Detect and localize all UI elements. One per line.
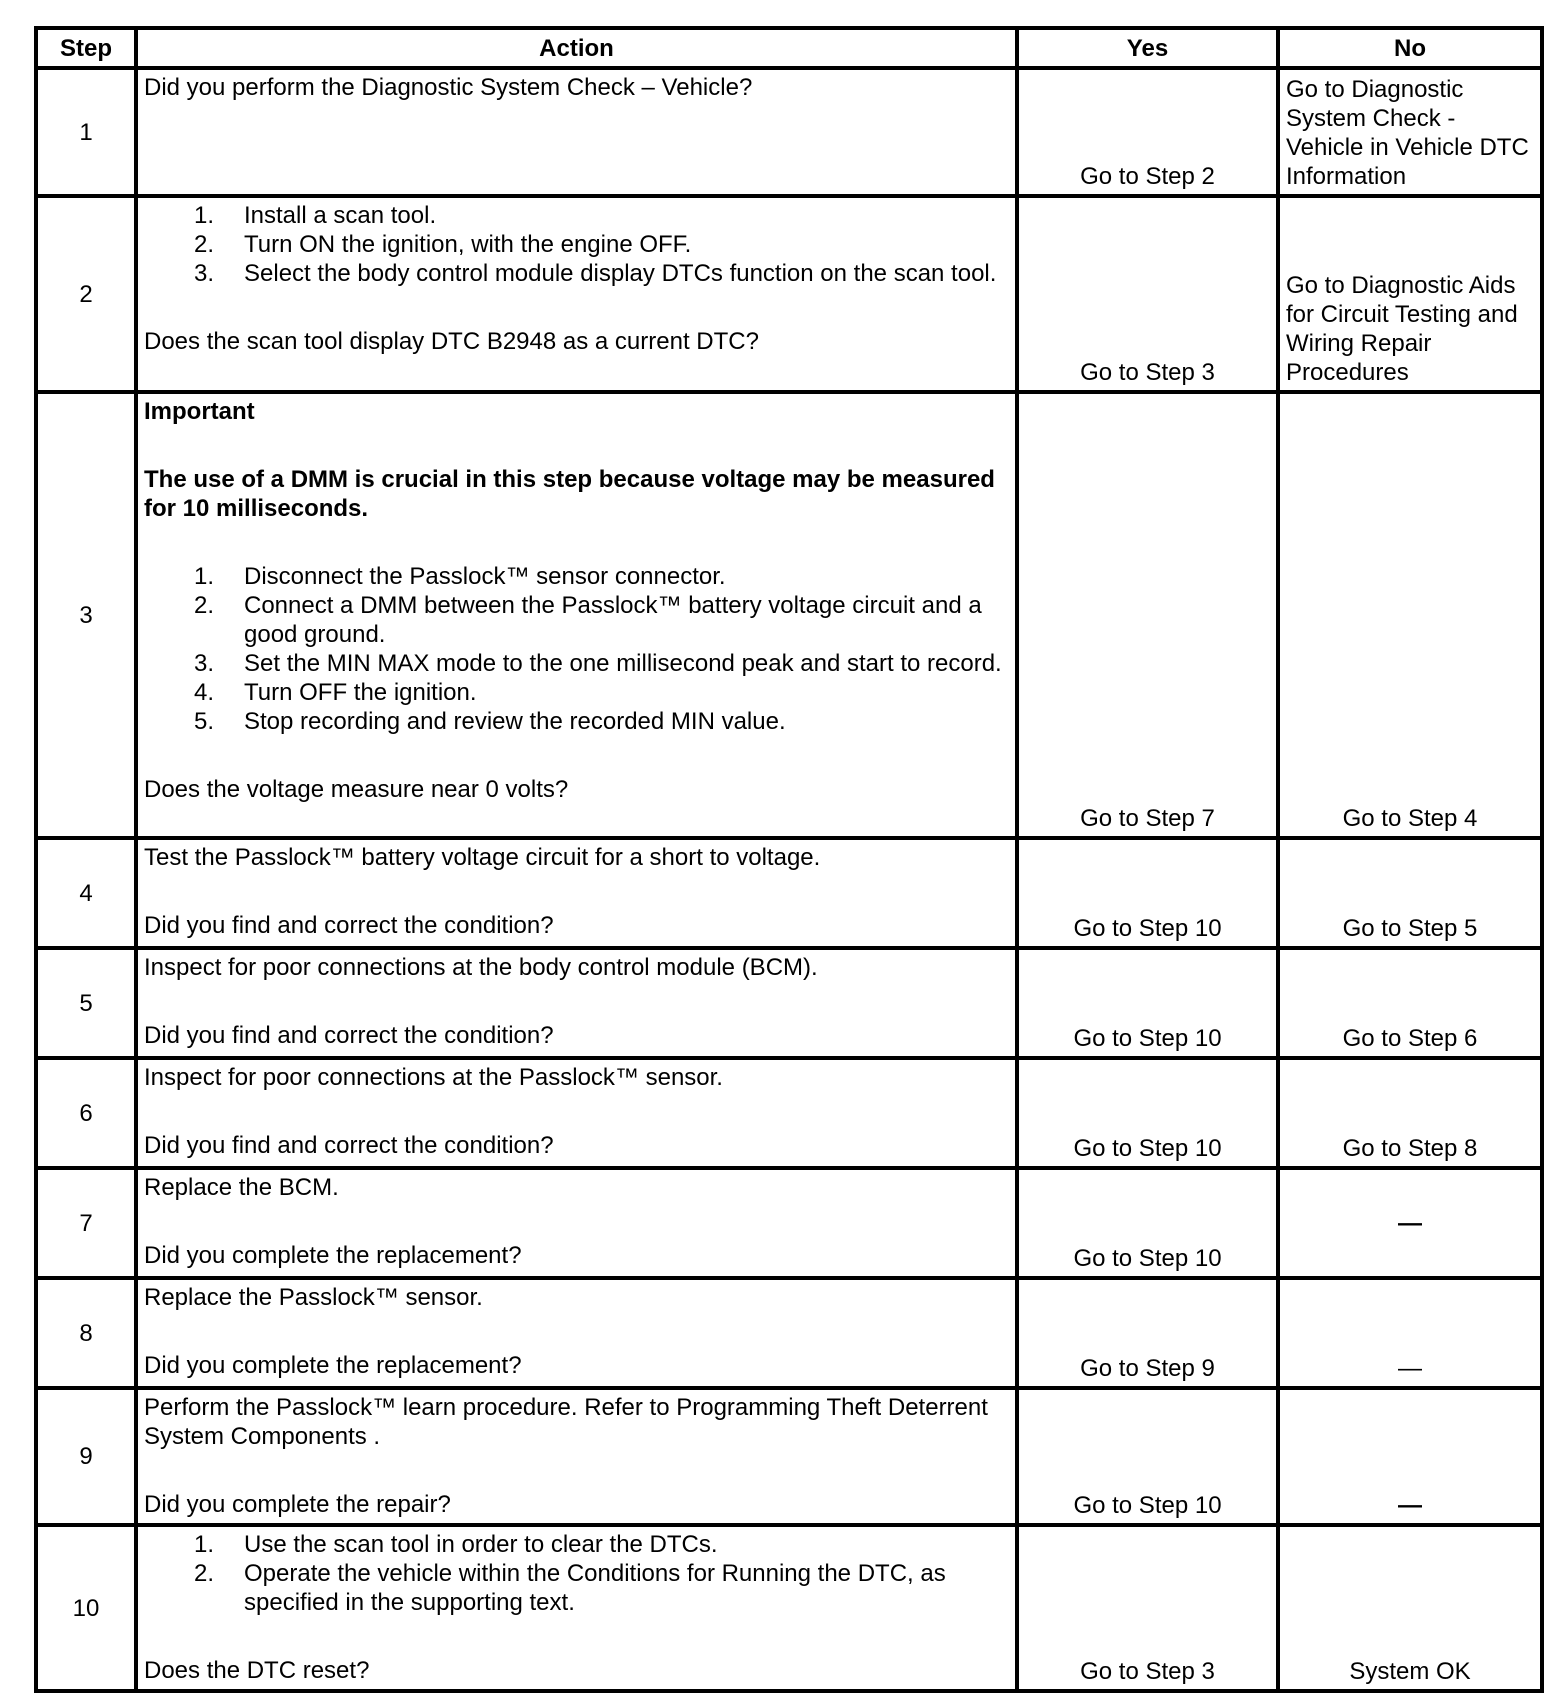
yes-cell: Go to Step 10: [1017, 1058, 1278, 1168]
action-text: Perform the Passlock™ learn procedure. Refer to Programming Theft Deterrent System Components .: [144, 1394, 988, 1450]
list-item: 1. Disconnect the Passlock™ sensor connector.: [193, 563, 726, 590]
action-cell: [136, 1058, 1017, 1168]
yes-cell: Go to Step 10: [1017, 948, 1278, 1058]
step-number: 3: [36, 392, 136, 838]
step-number: 4: [36, 838, 136, 948]
no-cell: [1278, 1168, 1542, 1278]
no-cell: Go to Step 4: [1278, 392, 1542, 838]
action-cell: [136, 1168, 1017, 1278]
header-no: No: [1278, 28, 1542, 68]
list-item: 2. Turn ON the ignition, with the engine OFF.: [193, 231, 692, 258]
action-cell: [136, 68, 1017, 196]
list-item: 1. Use the scan tool in order to clear the DTCs.: [193, 1531, 718, 1558]
step-number: 8: [36, 1278, 136, 1388]
list-item: 1. Install a scan tool.: [193, 202, 437, 229]
action-cell: [136, 948, 1017, 1058]
yes-cell: Go to Step 3: [1017, 1525, 1278, 1691]
action-question: Did you find and correct the condition?: [144, 1132, 554, 1159]
table-row: [36, 838, 1542, 948]
table-row: [36, 392, 1542, 838]
list-item: 4. Turn OFF the ignition.: [193, 679, 477, 706]
list-item: 3. Set the MIN MAX mode to the one millisecond peak and start to record.: [193, 650, 1002, 677]
list-item: 2. Operate the vehicle within the Conditions for Running the DTC, as specified in the supporting text.: [193, 1560, 946, 1616]
no-cell: Go to Step 6: [1278, 948, 1542, 1058]
action-cell: [136, 1525, 1017, 1691]
table-row: [36, 1525, 1542, 1691]
list-item: 2. Connect a DMM between the Passlock™ battery voltage circuit and a good ground.: [193, 592, 982, 648]
action-text: Replace the Passlock™ sensor.: [144, 1284, 483, 1311]
table-row: [36, 1058, 1542, 1168]
action-text: Inspect for poor connections at the body control module (BCM).: [144, 954, 818, 981]
action-cell: [136, 392, 1017, 838]
action-cell: [136, 196, 1017, 392]
list-item: 3. Select the body control module display DTCs function on the scan tool.: [193, 260, 997, 287]
no-cell: Go to Step 5: [1278, 838, 1542, 948]
yes-cell: Go to Step 9: [1017, 1278, 1278, 1388]
yes-cell: Go to Step 10: [1017, 838, 1278, 948]
action-text: Inspect for poor connections at the Passlock™ sensor.: [144, 1064, 723, 1091]
action-question: Did you find and correct the condition?: [144, 912, 554, 939]
step-number: 2: [36, 196, 136, 392]
action-question: Did you find and correct the condition?: [144, 1022, 554, 1049]
action-question: Does the DTC reset?: [144, 1657, 370, 1684]
no-cell: Go to Diagnostic Aids for Circuit Testing and Wiring Repair Procedures: [1278, 196, 1542, 392]
action-question: Does the voltage measure near 0 volts?: [144, 776, 569, 803]
action-question: Did you complete the repair?: [144, 1491, 451, 1518]
table-row: [36, 1388, 1542, 1525]
header-step: Step: [36, 28, 136, 68]
yes-cell: Go to Step 7: [1017, 392, 1278, 838]
table-row: [36, 1168, 1542, 1278]
action-cell: [136, 838, 1017, 948]
no-cell: System OK: [1278, 1525, 1542, 1691]
table-row: [36, 196, 1542, 392]
table-row: [36, 948, 1542, 1058]
action-question: Did you complete the replacement?: [144, 1242, 522, 1269]
header-yes: Yes: [1017, 28, 1278, 68]
action-cell: [136, 1278, 1017, 1388]
header-action: Action: [136, 28, 1017, 68]
step-number: 1: [36, 68, 136, 196]
table-row: [36, 68, 1542, 196]
action-cell: [136, 1388, 1017, 1525]
action-text: Test the Passlock™ battery voltage circuit for a short to voltage.: [144, 844, 821, 871]
step-number: 9: [36, 1388, 136, 1525]
no-dash: —: [1398, 1492, 1422, 1519]
action-question: Does the scan tool display DTC B2948 as a current DTC?: [144, 328, 759, 355]
no-cell: —: [1278, 1278, 1542, 1388]
action-question: Did you complete the replacement?: [144, 1352, 522, 1379]
action-text: Replace the BCM.: [144, 1174, 339, 1201]
step-number: 7: [36, 1168, 136, 1278]
step-number: 10: [36, 1525, 136, 1691]
no-dash: —: [1398, 1209, 1422, 1237]
diagnostic-table: [34, 26, 1544, 1693]
important-title: Important: [144, 398, 255, 425]
list-item: 5. Stop recording and review the recorded MIN value.: [193, 708, 786, 735]
no-cell: Go to Diagnostic System Check - Vehicle in Vehicle DTC Information: [1278, 68, 1542, 196]
table-row: [36, 1278, 1542, 1388]
yes-cell: Go to Step 10: [1017, 1388, 1278, 1525]
yes-cell: Go to Step 10: [1017, 1168, 1278, 1278]
yes-cell: Go to Step 3: [1017, 196, 1278, 392]
important-note: The use of a DMM is crucial in this step because voltage may be measured for 10 milliseconds.: [144, 466, 995, 522]
action-question: Did you perform the Diagnostic System Check – Vehicle?: [144, 74, 753, 101]
step-number: 5: [36, 948, 136, 1058]
no-cell: Go to Step 8: [1278, 1058, 1542, 1168]
no-cell: [1278, 1388, 1542, 1525]
action-steps-list: [144, 562, 1009, 736]
yes-cell: Go to Step 2: [1017, 68, 1278, 196]
step-number: 6: [36, 1058, 136, 1168]
action-steps-list: [144, 1530, 1009, 1617]
header-row: [36, 28, 1542, 68]
action-steps-list: [144, 201, 1009, 288]
